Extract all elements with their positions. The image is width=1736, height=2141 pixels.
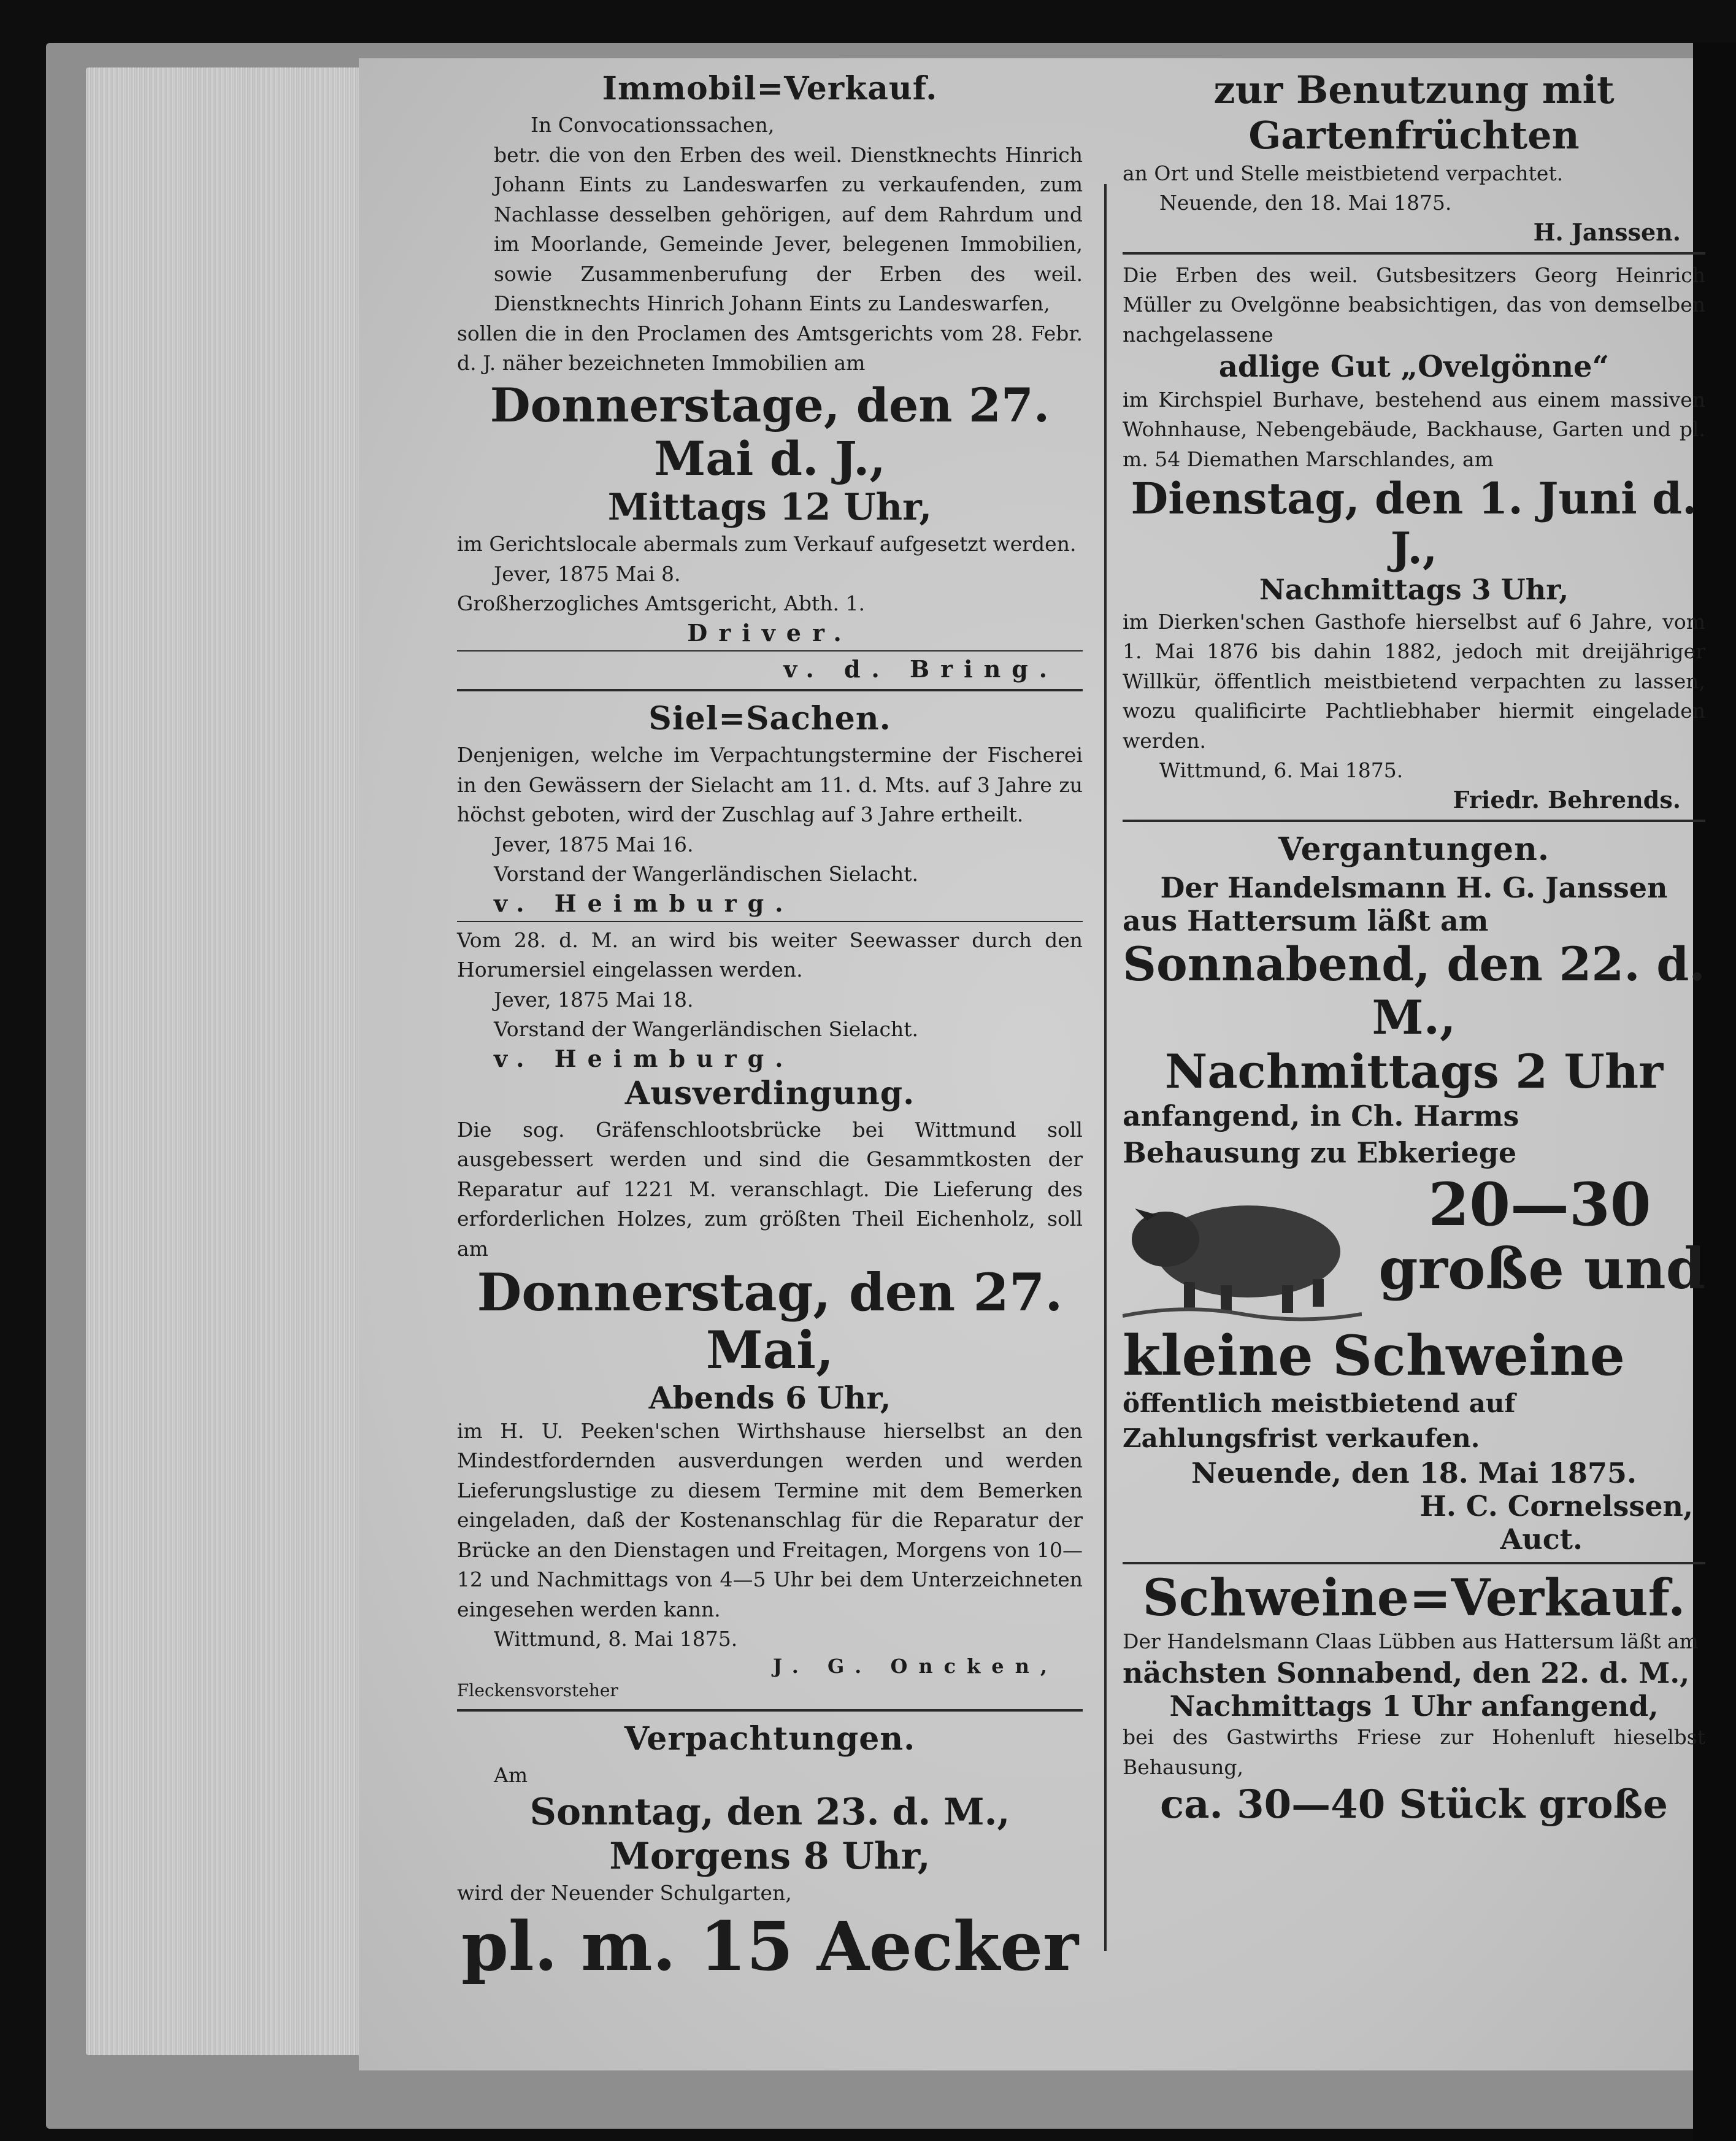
pig-illustration [1123, 1172, 1362, 1325]
ad-date: Donnerstage, den 27. Mai d. J., [490, 377, 1050, 486]
ad-text: Denjenigen, welche im Verpachtungstermine der Fischerei in den Gewässern der Sielacht am 11. d. Mts. auf 3 Jahre zu höchst geboten, wird der Zuschlag auf 3 Jahre ertheilt. [457, 743, 1083, 827]
ad-authority: Großherzogliches Amtsgericht, Abth. 1. [457, 591, 865, 616]
ad-text: im H. U. Peeken'schen Wirthshause hierselbst an den Mindestfordernden ausverdungen werden und werden Lieferungslustige zu diesem Termine mit dem Bemerken eingeladen, daß der Kostenanschlag für die Reparatur der Brücke an den Dienstagen und Freitagen, Morgens von 10—12 und Nachmittags von 4—5 Uhr bei dem Unterzeichneten eingesehen werden kann. [457, 1418, 1083, 1621]
ad-title: Schweine=Verkauf. [1142, 1568, 1686, 1628]
ad-text: im Gerichtslocale abermals zum Verkauf aufgesetzt werden. [457, 532, 1077, 556]
ad-signature: v. Heimburg. [494, 1044, 794, 1072]
ad-headline: große und [1378, 1236, 1705, 1302]
ad-signature-role: Auct. [1500, 1522, 1583, 1556]
ad-authority: Vorstand der Wangerländischen Sielacht. [494, 1017, 919, 1042]
ad-place-date: Jever, 1875 Mai 8. [494, 561, 681, 586]
ad-signature-role: Fleckensvorsteher [457, 1680, 618, 1701]
ad-headline: Gartenfrüchten [1248, 113, 1580, 158]
ad-headline: pl. m. 15 Aecker [461, 1906, 1079, 1986]
ad-schweine-verkauf [1123, 1570, 1705, 1828]
ad-text: öffentlich meistbietend auf Zahlungsfrist verkaufen. [1123, 1388, 1516, 1453]
ad-text: betr. die von den Erben des weil. Dienstknechts Hinrich Johann Eints zu Landeswarfen zu verkaufenden, zum Nachlasse desselben gehörigen, auf dem Rahrdum und im Moorlande, Gemeinde Jever, belegenen Immobilien, sowie Zusammenberufung der Erben des weil. Dienstknechts Hinrich Johann Eints zu Landeswarfen, [494, 142, 1083, 316]
ad-title: Ausverdingung. [624, 1074, 915, 1112]
page-edges [86, 67, 368, 2055]
ad-text: im Dierken'schen Gasthofe hierselbst auf 6 Jahre, vom 1. Mai 1876 bis dahin 1882, jedoch mit dreijähriger Willkür, öffentlich meistbietend verpachten zu lassen, wozu qualificirte Pachtliebhaber hiermit eingeladen werden. [1123, 609, 1705, 753]
ad-signature: H. Janssen. [1533, 218, 1681, 246]
left-column [457, 67, 1083, 1984]
right-column [1123, 67, 1705, 1828]
ad-date: Sonnabend, den 22. d. M., [1123, 936, 1705, 1045]
rule [1123, 1562, 1705, 1564]
ad-text: bei des Gastwirths Friese zur Hohenluft hieselbst Behausung, [1123, 1725, 1705, 1779]
ad-text: Die Erben des weil. Gutsbesitzers Georg Heinrich Müller zu Ovelgönne beabsichtigen, das von demselben nachgelassene [1123, 263, 1705, 347]
ad-headline: kleine Schweine [1123, 1323, 1625, 1388]
ad-title: Vergantungen. [1278, 830, 1550, 868]
rule [457, 650, 1083, 652]
ad-signature: Driver. [687, 618, 853, 647]
rule [457, 1709, 1083, 1712]
ad-text: Die sog. Gräfenschlootsbrücke bei Wittmund soll ausgebessert werden und sind die Gesammtkosten der Reparatur auf 1221 M. veranschlagt. Die Lieferung des erforderlichen Holzes, zum größten Theil Eichenholz, soll am [457, 1117, 1083, 1261]
ad-date: Sonntag, den 23. d. M., [529, 1791, 1010, 1834]
ad-date: Donnerstag, den 27. Mai, [477, 1262, 1063, 1381]
ad-text: im Kirchspiel Burhave, bestehend aus einem massiven Wohnhause, Nebengebäude, Backhause, Garten und pl. m. 54 Diemathen Marschlandes, am [1123, 387, 1705, 471]
ad-authority: Vorstand der Wangerländischen Sielacht. [494, 862, 919, 886]
ad-text: anfangend, in Ch. Harms Behausung zu Ebkeriege [1123, 1099, 1519, 1169]
ad-signature: J. G. Oncken, [773, 1654, 1058, 1678]
ad-text: wird der Neuender Schulgarten, [457, 1881, 792, 1905]
ad-place-date: Jever, 1875 Mai 16. [494, 832, 694, 856]
ad-place-date: Neuende, den 18. Mai 1875. [1191, 1456, 1637, 1489]
ad-text: Am [494, 1762, 528, 1787]
ad-headline: adlige Gut „Ovelgönne“ [1218, 350, 1610, 385]
ad-title: Immobil=Verkauf. [602, 70, 938, 107]
ad-vergantungen [1123, 828, 1705, 1556]
ad-signature: Friedr. Behrends. [1453, 785, 1681, 813]
ad-time: Mittags 12 Uhr, [607, 486, 932, 529]
ad-immobil-verkauf [457, 67, 1083, 683]
ad-text: an Ort und Stelle meistbietend verpachtet. [1123, 161, 1564, 185]
ad-place-date: Neuende, den 18. Mai 1875. [1159, 191, 1452, 215]
ad-time: Nachmittags 2 Uhr [1164, 1044, 1664, 1099]
ad-subtitle: In Convocationssachen, [531, 113, 775, 137]
rule [1123, 252, 1705, 255]
ad-place-date: Wittmund, 6. Mai 1875. [1159, 758, 1404, 783]
ad-text: Der Handelsmann H. G. Janssen [1160, 871, 1668, 904]
ad-time: Nachmittags 3 Uhr, [1259, 573, 1569, 607]
ad-date: nächsten Sonnabend, den 22. d. M., [1123, 1656, 1690, 1690]
ad-count: 20—30 [1428, 1169, 1651, 1239]
ad-signature: v. Heimburg. [494, 889, 794, 917]
ad-title: Verpachtungen. [624, 1720, 916, 1758]
ad-time: Morgens 8 Uhr, [609, 1835, 931, 1878]
ad-date: Dienstag, den 1. Juni d. J., [1131, 473, 1697, 574]
column-divider [1104, 184, 1107, 1951]
ad-headline: ca. 30—40 Stück große [1160, 1782, 1668, 1828]
rule [1123, 820, 1705, 822]
ad-gartenfruechte [1123, 67, 1705, 246]
ad-text: sollen die in den Proclamen des Amtsgerichts vom 28. Febr. d. J. näher bezeichneten Immobilien am [457, 321, 1083, 375]
ad-time: Abends 6 Uhr, [648, 1379, 891, 1416]
ad-headline: zur Benutzung mit [1213, 67, 1615, 112]
ad-place-date: Wittmund, 8. Mai 1875. [494, 1627, 738, 1651]
ad-signature: H. C. Cornelssen, [1419, 1489, 1693, 1523]
ad-ausverdingung [457, 1072, 1083, 1703]
ad-text: Vom 28. d. M. an wird bis weiter Seewasser durch den Horumersiel eingelassen werden. [457, 928, 1083, 982]
ad-signature: v. d. Bring. [783, 655, 1058, 683]
ad-place-date: Jever, 1875 Mai 18. [494, 987, 694, 1012]
rule [457, 689, 1083, 691]
ad-verpachtungen [457, 1718, 1083, 1984]
rule [457, 921, 1083, 922]
ad-text: Der Handelsmann Claas Lübben aus Hattersum läßt am [1123, 1629, 1699, 1653]
ad-time: Nachmittags 1 Uhr anfangend, [1169, 1689, 1659, 1723]
ad-text: aus Hattersum läßt am [1123, 904, 1489, 937]
ad-ovelgoenne [1123, 261, 1705, 813]
ad-title: Siel=Sachen. [648, 699, 891, 737]
ad-siel-sachen [457, 698, 1083, 1072]
